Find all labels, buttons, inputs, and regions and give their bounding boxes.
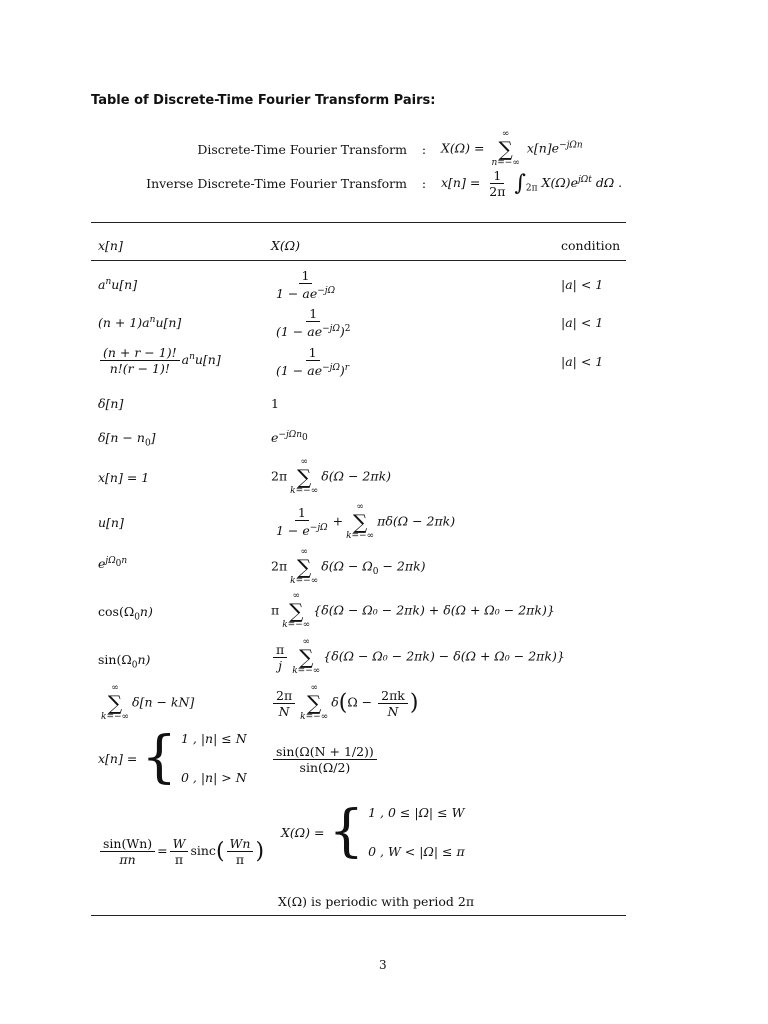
idtft-exponent: jΩt	[577, 174, 592, 185]
transform-cell: X(Ω) = { 1 , 0 ≤ |Ω| ≤ W 0 , W < |Ω| ≤ π	[281, 799, 465, 864]
page-number: 3	[379, 958, 387, 972]
transform-cell: $\frac{1}{1 - e^{-j\Omega}}$ + ∞ ∑ k=−∞ πδ(Ω − 2πk)	[276, 502, 456, 541]
table-top-rule	[91, 222, 626, 223]
idtft-tail: dΩ .	[591, 175, 623, 190]
frac-den: 2π	[489, 184, 506, 199]
dtft-formula	[441, 130, 583, 168]
idtft-term: X(Ω)e	[541, 175, 578, 190]
condition-cell: |a| < 1	[561, 277, 604, 292]
header-signal: x[n]	[98, 238, 123, 253]
transform-cell: 1	[271, 396, 279, 411]
transform-cell: $\frac{1}{(1 - ae^{-j\Omega})^2}$	[276, 306, 351, 340]
table-row	[91, 638, 626, 682]
signal-cell: $e^{j\Omega_0n}$	[98, 556, 128, 572]
table-row	[91, 592, 626, 632]
signal-cell: ∞ ∑ k=−∞ δ[n − kN]	[101, 683, 195, 722]
periodicity-note: X(Ω) is periodic with period 2π	[278, 894, 475, 909]
table-row	[91, 725, 626, 800]
signal-cell: x[n] = { 1 , |n| ≤ N 0 , |n| > N	[98, 725, 247, 790]
condition-cell: |a| < 1	[561, 354, 604, 369]
summation-sign: ∞ ∑ n=−∞	[491, 129, 520, 168]
table-row	[91, 503, 626, 543]
signal-cell: $a^nu[n]$	[98, 277, 138, 293]
idtft-colon: :	[421, 176, 427, 191]
transform-cell: 2π ∞ ∑ k=−∞ δ(Ω − 2πk)	[271, 457, 392, 496]
transform-cell: π ∞ ∑ k=−∞ {δ(Ω − Ω₀ − 2πk) + δ(Ω + Ω₀ − 2πk)}	[271, 591, 555, 630]
signal-cell: $\cos(\Omega_0n)$	[98, 604, 153, 623]
dtft-lhs: X(Ω) =	[441, 140, 489, 156]
integral-sign: ∫	[514, 171, 526, 196]
table-row	[91, 799, 626, 888]
dtft-term: x[n]e	[526, 140, 560, 156]
signal-cell: $\frac{\sin(Wn)}{\pi n}$ = $\frac{W}{\pi}$ sinc( $\frac{Wn}{\pi}$ )	[98, 836, 264, 867]
signal-cell: $\sin(\Omega_0n)$	[98, 652, 151, 671]
dtft-exponent: −jΩn	[559, 140, 583, 151]
sum-lower: n=−∞	[491, 158, 520, 168]
table-row	[91, 345, 626, 381]
sum-upper: ∞	[501, 129, 510, 139]
signal-cell: δ[n]	[98, 396, 124, 411]
dtft-label: Discrete-Time Fourier Transform	[197, 141, 407, 157]
table-row	[91, 548, 626, 588]
transform-cell: $\frac{2\pi}{N}$ ∞ ∑ k=−∞ δ(Ω − $\frac{2\pi k}{N}$ )	[271, 684, 418, 722]
transform-cell: $\frac{\sin(\Omega(N + 1/2))}{\sin(\Omega/2)}$	[271, 744, 379, 775]
transform-cell: $\frac{\pi}{j}$ ∞ ∑ k=−∞ {δ(Ω − Ω₀ − 2πk) − δ(Ω + Ω₀ − 2πk)}	[271, 638, 565, 676]
idtft-formula	[441, 168, 622, 199]
condition-cell: |a| < 1	[561, 315, 604, 330]
transform-cell: 2π ∞ ∑ k=−∞ $\delta(\Omega - \Omega_0 - 2\pi k)$	[271, 547, 426, 586]
transform-cell: $\frac{1}{(1 - ae^{-j\Omega})^r}$	[276, 345, 350, 379]
signal-cell: x[n] = 1	[98, 470, 150, 485]
signal-cell: $\frac{(n + r - 1)!}{n!(r - 1)!}$ $a^nu[n]$	[98, 345, 221, 376]
idtft-lhs: x[n] =	[441, 175, 485, 190]
idtft-label: Inverse Discrete-Time Fourier Transform	[146, 176, 407, 191]
table-row	[91, 306, 626, 340]
page-title: Table of Discrete-Time Fourier Transform Pairs:	[91, 93, 436, 108]
transform-cell: $\frac{1}{1 - ae^{-j\Omega}}$	[276, 268, 336, 302]
table-row	[91, 684, 626, 728]
header-transform: X(Ω)	[271, 238, 301, 253]
signal-cell: u[n]	[98, 515, 124, 530]
dtft-colon: :	[421, 141, 427, 157]
signal-cell: $\delta[n - n_0]$	[98, 430, 156, 449]
table-bottom-rule	[91, 915, 626, 916]
header-condition: condition	[561, 238, 621, 253]
integral-sub: 2π	[525, 183, 538, 194]
signal-cell: $(n + 1)a^nu[n]$	[98, 315, 182, 331]
idtft-definition	[0, 168, 622, 199]
transform-cell: $e^{-j\Omega n_0}$	[271, 430, 308, 446]
table-row	[91, 268, 626, 302]
table-header-rule	[91, 260, 626, 261]
table-row	[91, 458, 626, 498]
dtft-definition	[0, 130, 583, 168]
idtft-fraction	[486, 168, 508, 199]
frac-num: 1	[490, 168, 504, 184]
